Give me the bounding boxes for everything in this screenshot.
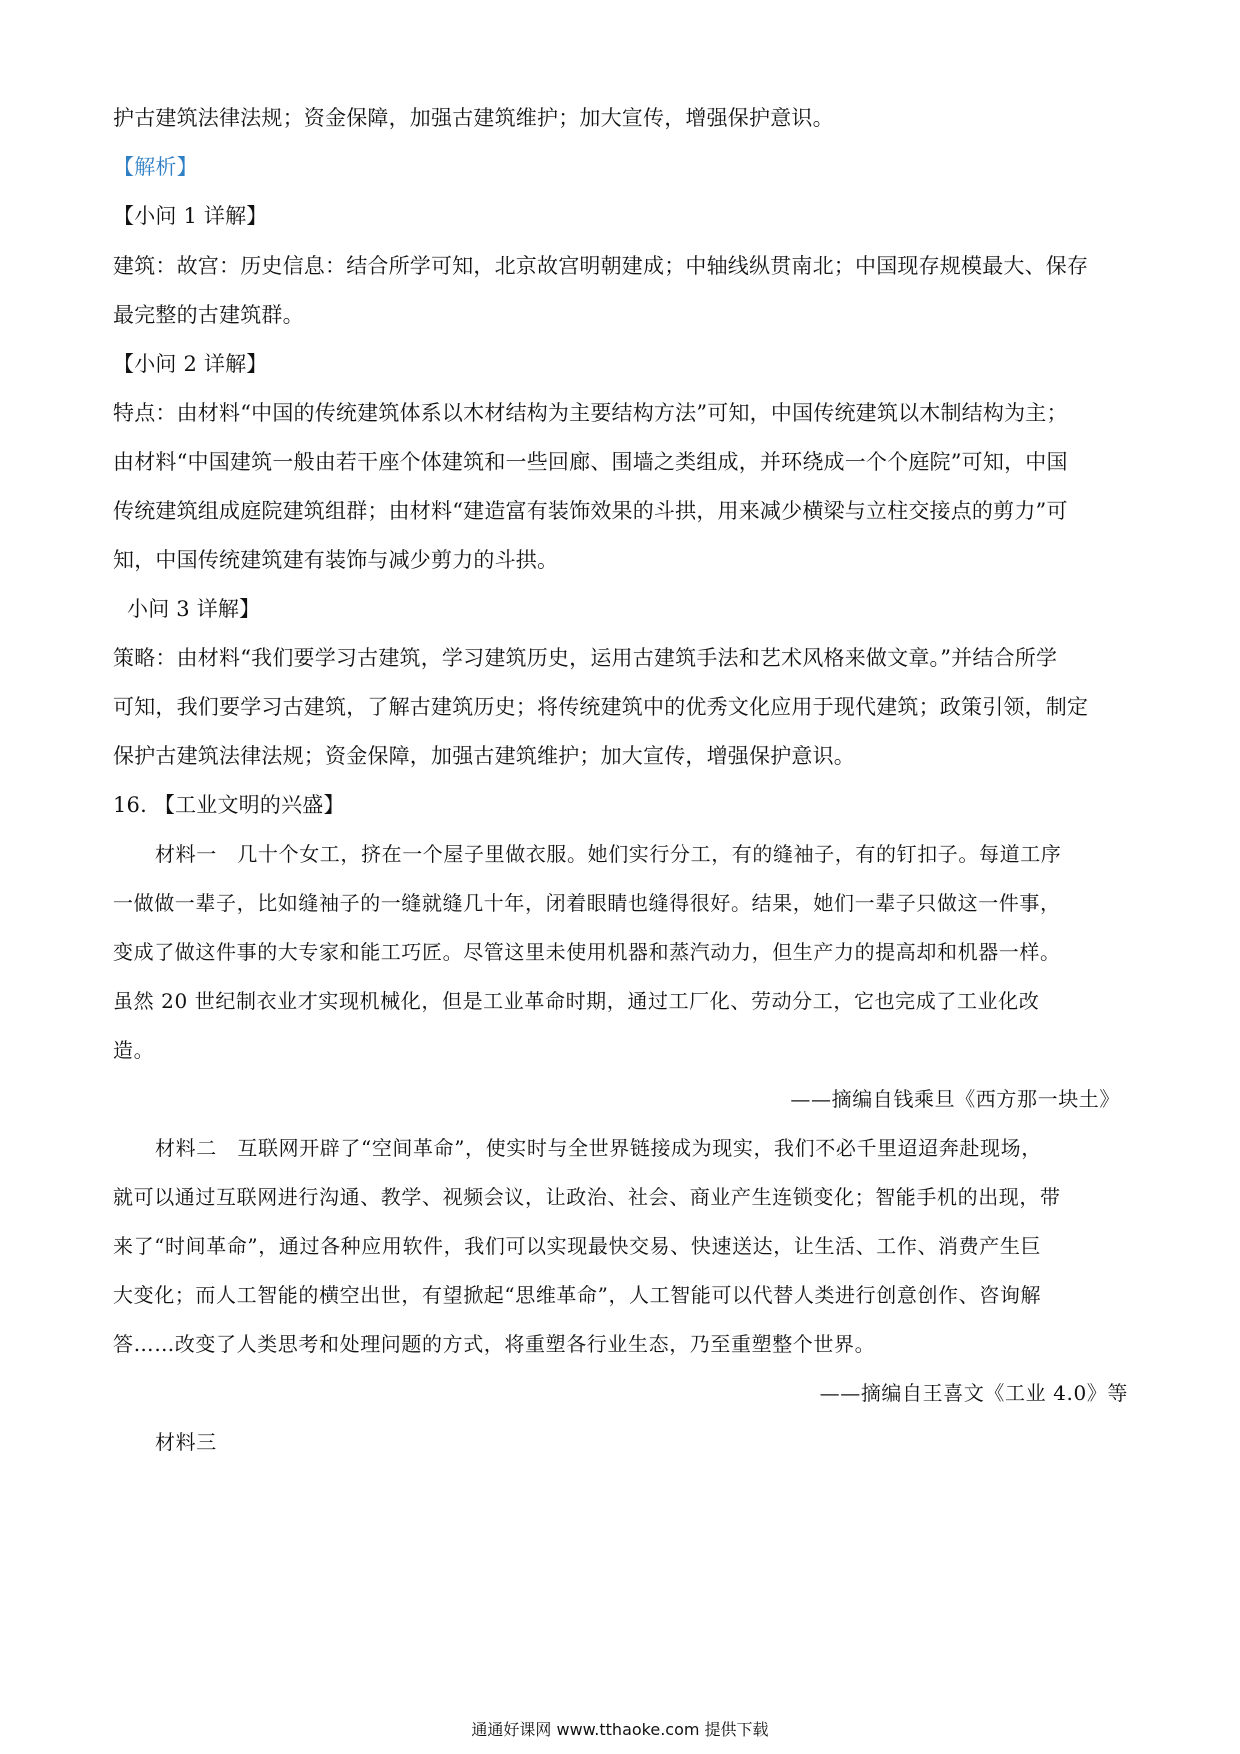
subquestion-2-text-line: 传统建筑组成庭院建筑组群；由材料“建造富有装饰效果的斗拱，用来减少横梁与立柱交接点的剪力”可 bbox=[113, 499, 1068, 523]
subquestion-1-text-line: 最完整的古建筑群。 bbox=[113, 303, 304, 327]
subquestion-3-text-line: 保护古建筑法律法规；资金保障，加强古建筑维护；加大宣传，增强保护意识。 bbox=[113, 744, 855, 768]
material-1-line: 材料一 几十个女工，挤在一个屋子里做衣服。她们实行分工，有的缝袖子，有的钉扣子。每道工序 bbox=[155, 842, 1062, 866]
material-1-line: 变成了做这件事的大专家和能工巧匠。尽管这里未使用机器和蒸汽动力，但生产力的提高却和机器一样。 bbox=[113, 940, 1061, 964]
question-16-title: 16. 【工业文明的兴盛】 bbox=[113, 793, 345, 817]
material-1-source: ——摘编自钱乘旦《西方那一块土》 bbox=[790, 1087, 1120, 1111]
subquestion-3-heading: 小问 3 详解】 bbox=[127, 597, 261, 621]
material-3-label: 材料三 bbox=[155, 1430, 217, 1454]
material-2-line: 大变化；而人工智能的横空出世，有望掀起“思维革命”，人工智能可以代替人类进行创意创作、咨询解 bbox=[113, 1283, 1042, 1307]
subquestion-3-text-line: 可知，我们要学习古建筑，了解古建筑历史；将传统建筑中的优秀文化应用于现代建筑；政策引领，制定 bbox=[113, 695, 1089, 719]
material-2-line: 答……改变了人类思考和处理问题的方式，将重塑各行业生态，乃至重塑整个世界。 bbox=[113, 1332, 876, 1356]
material-1-line: 造。 bbox=[113, 1038, 155, 1062]
material-2-line: 就可以通过互联网进行沟通、教学、视频会议，让政治、社会、商业产生连锁变化；智能手机的出现，带 bbox=[113, 1185, 1061, 1209]
footer-watermark: 通通好课网 www.tthaoke.com 提供下载 bbox=[471, 1720, 769, 1739]
subquestion-2-text-line: 知，中国传统建筑建有装饰与减少剪力的斗拱。 bbox=[113, 548, 559, 572]
subquestion-3-text-line: 策略：由材料“我们要学习古建筑，学习建筑历史，运用古建筑手法和艺术风格来做文章。”并结合所学 bbox=[113, 646, 1058, 670]
material-2-line: 来了“时间革命”，通过各种应用软件，我们可以实现最快交易、快速送达，让生活、工作、消费产生巨 bbox=[113, 1234, 1042, 1258]
subquestion-1-text-line: 建筑：故宫：历史信息：结合所学可知，北京故宫明朝建成；中轴线纵贯南北；中国现存规模最大、保存 bbox=[113, 254, 1089, 278]
material-2-source: ——摘编自王喜文《工业 4.0》等 bbox=[819, 1381, 1128, 1405]
subquestion-2-text-line: 特点：由材料“中国的传统建筑体系以木材结构为主要结构方法”可知，中国传统建筑以木制结构为主； bbox=[113, 401, 1068, 425]
answer-continuation: 护古建筑法律法规；资金保障，加强古建筑维护；加大宣传，增强保护意识。 bbox=[113, 106, 834, 130]
subquestion-2-heading: 【小问 2 详解】 bbox=[113, 352, 268, 376]
subquestion-2-text-line: 由材料“中国建筑一般由若干座个体建筑和一些回廊、围墙之类组成，并环绕成一个个庭院”可知，中国 bbox=[113, 450, 1068, 474]
analysis-heading: 【解析】 bbox=[113, 155, 198, 179]
material-1-line: 虽然 20 世纪制衣业才实现机械化，但是工业革命时期，通过工厂化、劳动分工，它也完成了工业化改 bbox=[113, 989, 1040, 1013]
subquestion-1-heading: 【小问 1 详解】 bbox=[113, 204, 268, 228]
material-1-line: 一做做一辈子，比如缝袖子的一缝就缝几十年，闭着眼睛也缝得很好。结果，她们一辈子只做这一件事， bbox=[113, 891, 1061, 915]
material-2-line: 材料二 互联网开辟了“空间革命”，使实时与全世界链接成为现实，我们不必千里迢迢奔赴现场， bbox=[155, 1136, 1042, 1160]
